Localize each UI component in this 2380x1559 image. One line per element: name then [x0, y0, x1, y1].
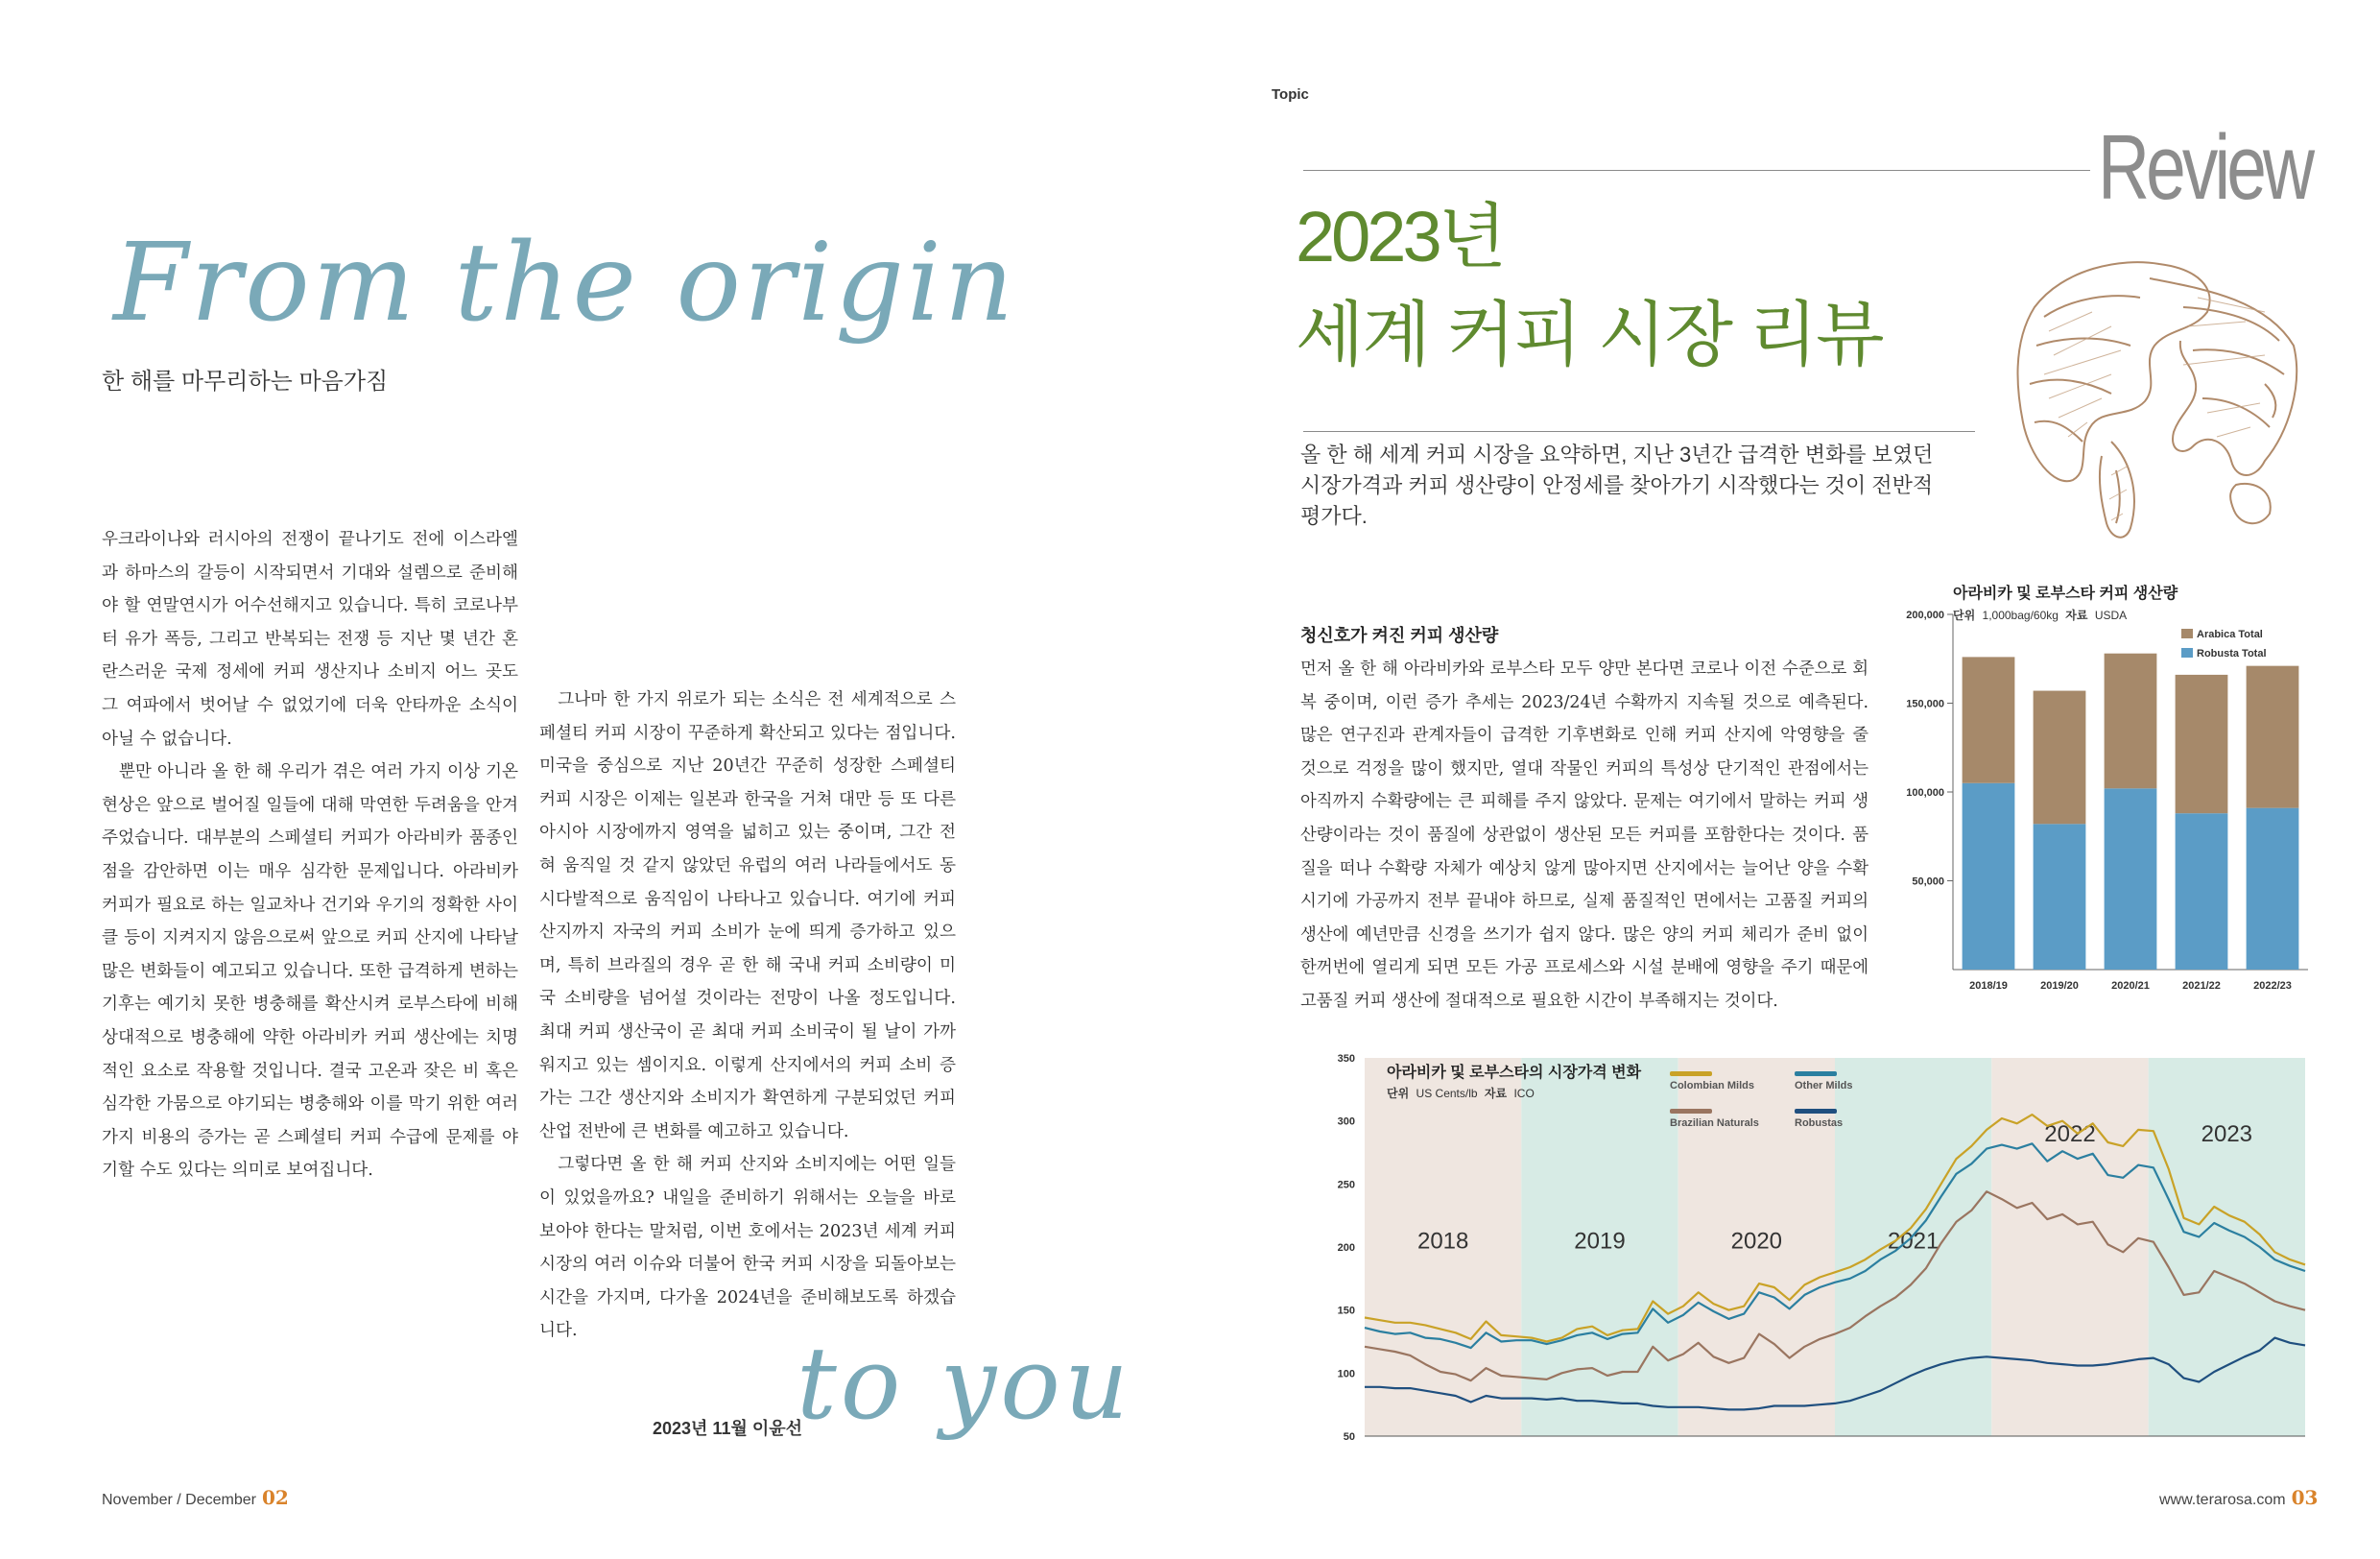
- title-line-2: 세계 커피 시장 리뷰: [1296, 295, 1883, 374]
- bar-segment-robusta-total: [2034, 824, 2086, 970]
- bar-segment-arabica-total: [2034, 691, 2086, 825]
- line-chart-y-tick-label: 300: [1337, 1115, 1355, 1128]
- title-line-1: 2023년: [1296, 197, 1504, 276]
- line-legend-label: Robustas: [1795, 1117, 1844, 1129]
- lead-rule: [1303, 431, 1975, 432]
- folio-left-text: November / December: [102, 1492, 256, 1508]
- line-chart-source: ICO: [1513, 1087, 1535, 1100]
- line-chart-y-tick-label: 200: [1337, 1242, 1355, 1254]
- line-chart-y-tick-label: 50: [1343, 1431, 1355, 1443]
- bar-chart-category-label: 2018/19: [1969, 980, 2008, 992]
- line-legend-label: Colombian Milds: [1670, 1080, 1754, 1091]
- year-band-label: 2022: [2044, 1120, 2096, 1147]
- bar-legend-swatch: [2181, 629, 2193, 638]
- bar-segment-robusta-total: [1963, 783, 2015, 970]
- folio-right-text: www.terarosa.com: [2159, 1492, 2286, 1508]
- line-legend-swatch: [1670, 1071, 1712, 1076]
- bar-chart-category-label: 2019/20: [2040, 980, 2079, 992]
- line-chart-source-label: 자료: [1484, 1087, 1508, 1100]
- bar-chart-unit: 1,000bag/60kg: [1982, 609, 2059, 622]
- bar-chart-y-tick-label: 100,000: [1906, 787, 1944, 799]
- year-band-label: 2019: [1574, 1228, 1626, 1255]
- bar-chart-unit-label: 단위: [1953, 609, 1976, 622]
- bar-segment-robusta-total: [2105, 788, 2157, 970]
- lead-paragraph: 올 한 해 세계 커피 시장을 요약하면, 지난 3년간 급격한 변화를 보였던 시장가격과 커피 생산량이 안정세를 찾아가기 시작했다는 것이 전반적 평가다.: [1300, 443, 1934, 528]
- year-band: [1991, 1058, 2148, 1436]
- line-chart-y-tick-label: 100: [1337, 1368, 1355, 1380]
- folio-right-number: 03: [2291, 1486, 2319, 1509]
- line-legend-swatch: [1795, 1071, 1837, 1076]
- bar-legend-label: Robusta Total: [2197, 648, 2267, 660]
- script-title-from-the-origin: From the origin: [113, 221, 1016, 346]
- line-chart-y-tick-label: 350: [1337, 1053, 1355, 1065]
- bar-chart-y-tick-label: 200,000: [1906, 610, 1944, 621]
- line-legend-swatch: [1670, 1109, 1712, 1114]
- left-body-column-1: 우크라이나와 러시아의 전쟁이 끝나기도 전에 이스라엘과 하마스의 갈등이 시작되면서 기대와 설렘으로 준비해야 할 연말연시가 어수선해지고 있습니다. 특히 코로나부터 유가 폭등, 그리고 반복되는 전쟁 등 지난 몇 년간 혼란스러운 국제 정세에 커피 생산지나 소비지 어느 곳도 그 여파에서 벗어날 수 없었기에 더욱 안타까운 소식이 아닐 수 없습니다. 뿐만 아니라 올 한 해 우리가 겪은 여러 가지 이상 기온 현상은 앞으로 벌어질 일들에 대해 막연한 두려움을 안겨 주었습니다. 대부분의 스페셜티 커피가 아라비카 품종인 점을 감안하면 이는 매우 심각한 문제입니다. 아라비카 커피가 필요로 하는 일교차나 건기와 우기의 정확한 사이클 등이 지켜지지 않음으로써 앞으로 커피 산지에 나타날 많은 변화들이 예고되고 있습니다. 또한 급격하게 변하는 기후는 예기치 못한 병충해를 확산시켜 로부스타에 비해 상대적으로 병충해에 약한 아라비카 커피 생산에는 치명적인 요소로 작용할 것입니다. 결국 고온과 잦은 비 혹은 심각한 가뭄으로 야기되는 병충해와 이를 막기 위한 여러 가지 비용의 증가는 곧 스페셜티 커피 수급에 문제를 야기할 수도 있다는 의미로 보여집니다.: [102, 530, 518, 1181]
- line-legend-label: Other Milds: [1795, 1080, 1853, 1091]
- bar-chart-category-label: 2020/21: [2111, 980, 2150, 992]
- right-body-column: 먼저 올 한 해 아라비카와 로부스타 모두 양만 본다면 코로나 이전 수준으로 회복 중이며, 이런 증가 추세는 2023/24년 수확까지 지속될 것으로 예측된다. 많은 연구진과 관계자들이 급격한 기후변화로 인해 커피 산지에 악영향을 줄 것으로 걱정을 많이 했지만, 열대 작물인 커피의 특성상 단기적인 관점에서는 아직까지 수확량에는 큰 피해를 주지 않았다. 문제는 여기에서 말하는 커피 생산량이라는 것이 품질에 상관없이 생산된 모든 커피를 포함한다는 것이다. 품질을 떠나 수확량 자체가 예상치 않게 많아지면 산지에서는 늘어난 양을 수확 시기에 가공까지 전부 끝내야 하므로, 실제 품질적인 면에서는 고품질 커피의 생산에 예년만큼 신경을 쓰기가 쉽지 않다. 많은 양의 커피 체리가 준비 없이 한꺼번에 열리게 되면 모든 가공 프로세스와 시설 분배에 영향을 주기 때문에 고품질 커피 생산에 절대적으로 필요한 시간이 부족해지는 것이다.: [1300, 660, 1868, 1011]
- globe-illustration: [1977, 240, 2322, 557]
- line-legend-label: Brazilian Naturals: [1670, 1117, 1759, 1129]
- year-band-label: 2021: [1887, 1228, 1940, 1255]
- line-legend-swatch: [1795, 1109, 1837, 1114]
- line-chart-unit: US Cents/lb: [1416, 1087, 1478, 1100]
- bar-chart-category-label: 2022/23: [2253, 980, 2292, 992]
- bar-legend-label: Arabica Total: [2197, 629, 2263, 640]
- bar-chart-source-label: 자료: [2065, 609, 2088, 622]
- script-to-you: to you: [797, 1325, 1132, 1442]
- left-body-column-2: 그나마 한 가지 위로가 되는 소식은 전 세계적으로 스페셜티 커피 시장이 꾸준하게 확산되고 있다는 점입니다. 미국을 중심으로 지난 20년간 꾸준히 성장한 스페셜티 커피 시장은 이제는 일본과 한국을 거쳐 대만 등 또 다른 아시아 시장에까지 영역을 넓히고 있는 중이며, 그간 전혀 움직일 것 같지 않았던 유럽의 여러 나라들에서도 동시다발적으로 움직임이 나타나고 있습니다. 여기에 커피 산지까지 자국의 커피 소비가 눈에 띄게 증가하고 있으며, 특히 브라질의 경우 곧 한 해 국내 커피 소비량이 미국 소비량을 넘어설 것이라는 전망이 나올 정도입니다. 최대 커피 생산국이 곧 최대 커피 소비국이 될 날이 가까워지고 있는 셈이지요. 이렇게 산지에서의 커피 소비 증가는 그간 생산지와 소비지가 확연하게 구분되었던 커피 산업 전반에 큰 변화를 예고하고 있습니다. 그렇다면 올 한 해 커피 산지와 소비지에는 어떤 일들이 있었을까요? 내일을 준비하기 위해서는 오늘을 바로 보아야 한다는 말처럼, 이번 호에서는 2023년 세계 커피 시장의 여러 이슈와 더불어 한국 커피 시장을 되돌아보는 시간을 가지며, 다가올 2024년을 준비해보도록 하겠습니다.: [539, 690, 956, 1341]
- subhead: 청신호가 켜진 커피 생산량: [1300, 626, 1499, 645]
- bar-chart-category-label: 2021/22: [2182, 980, 2221, 992]
- review-word: Review: [2098, 116, 2312, 219]
- title-rule: [1303, 170, 2090, 171]
- left-subtitle: 한 해를 마무리하는 마음가짐: [102, 369, 389, 395]
- price-line-chart: [1315, 1046, 2313, 1450]
- bar-segment-arabica-total: [2247, 666, 2299, 808]
- production-bar-chart: [1881, 576, 2322, 998]
- folio-left: [102, 1486, 289, 1509]
- year-band-label: 2023: [2201, 1120, 2253, 1147]
- line-chart-y-tick-label: 250: [1337, 1179, 1355, 1191]
- section-label: Topic: [1272, 86, 1309, 103]
- bar-chart-y-tick-label: 150,000: [1906, 698, 1944, 710]
- folio-right: [2159, 1486, 2318, 1509]
- bar-segment-arabica-total: [2176, 675, 2228, 813]
- line-chart-y-tick-label: 150: [1337, 1305, 1355, 1317]
- folio-left-number: 02: [261, 1486, 289, 1509]
- line-chart-unit-label: 단위: [1387, 1087, 1410, 1100]
- bar-segment-robusta-total: [2176, 813, 2228, 970]
- bar-chart-y-tick-label: 50,000: [1912, 875, 1944, 888]
- line-chart-title: 아라비카 및 로부스타의 시장가격 변화: [1387, 1065, 1642, 1081]
- bar-segment-robusta-total: [2247, 808, 2299, 970]
- bar-chart-subtitle: [1953, 608, 2127, 622]
- bar-chart-source: USDA: [2094, 609, 2128, 622]
- signature: 2023년 11월 이윤선: [653, 1419, 803, 1438]
- bar-segment-arabica-total: [2105, 654, 2157, 789]
- bar-chart-title: 아라비카 및 로부스타 커피 생산량: [1953, 586, 2178, 602]
- year-band-label: 2018: [1416, 1228, 1469, 1255]
- bar-segment-arabica-total: [1963, 657, 2015, 782]
- year-band-label: 2020: [1730, 1228, 1783, 1255]
- bar-legend-swatch: [2181, 648, 2193, 658]
- year-band: [2149, 1058, 2305, 1436]
